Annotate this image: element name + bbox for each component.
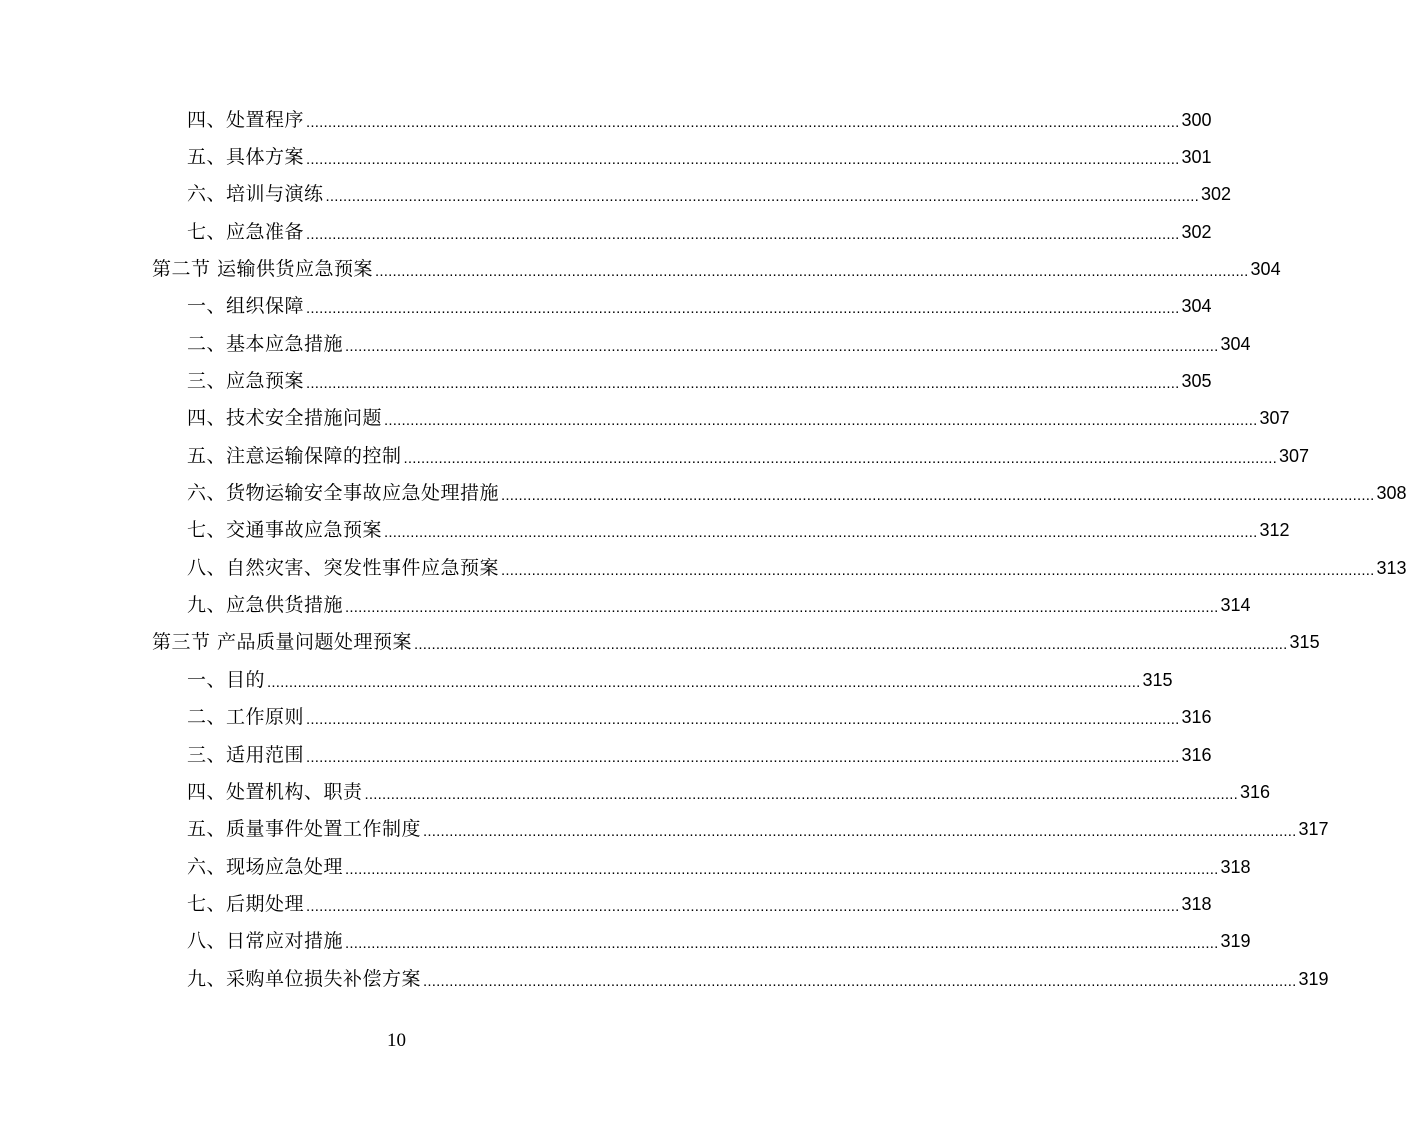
toc-section-title: 第三节 产品质量问题处理预案 — [152, 631, 413, 654]
toc-entry[interactable] — [0, 213, 1212, 250]
toc-entry-page: 319 — [1220, 931, 1251, 952]
toc-entry[interactable] — [0, 736, 1212, 773]
toc-section-entry[interactable] — [0, 250, 1281, 287]
toc-dot-leader: ........................................................................................................................................................................................................ — [345, 599, 1219, 617]
toc-entry-title: 七、后期处理 — [187, 892, 305, 915]
toc-entry-title: 七、应急准备 — [187, 220, 305, 243]
toc-dot-leader: ........................................................................................................................................................................................................ — [306, 225, 1180, 243]
toc-entry[interactable] — [0, 138, 1212, 175]
toc-entry-page: 318 — [1181, 893, 1212, 914]
toc-entry-page: 316 — [1181, 707, 1212, 728]
toc-dot-leader: ........................................................................................................................................................................................................ — [403, 449, 1278, 467]
toc-entry-title: 九、应急供货措施 — [187, 594, 344, 617]
toc-entry-title: 八、日常应对措施 — [187, 930, 344, 953]
toc-entry-page: 313 — [1376, 557, 1407, 578]
toc-dot-leader: ........................................................................................................................................................................................................ — [384, 412, 1258, 430]
toc-entry[interactable] — [0, 811, 1329, 848]
toc-entry-title: 二、基本应急措施 — [187, 332, 344, 355]
toc-entry-page: 308 — [1376, 483, 1407, 504]
toc-dot-leader: ........................................................................................................................................................................................................ — [345, 935, 1219, 953]
toc-entry-title: 六、培训与演练 — [187, 183, 324, 206]
toc-entry[interactable] — [0, 586, 1251, 623]
toc-entry[interactable] — [0, 549, 1407, 586]
toc-entry[interactable] — [0, 661, 1173, 698]
toc-entry-title: 一、组织保障 — [187, 295, 305, 318]
toc-dot-leader: ........................................................................................................................................................................................................ — [325, 188, 1200, 206]
toc-entry-page: 316 — [1240, 781, 1271, 802]
toc-dot-leader: ........................................................................................................................................................................................................ — [364, 785, 1239, 803]
toc-entry-page: 304 — [1220, 333, 1251, 354]
toc-entry[interactable] — [0, 362, 1212, 399]
toc-entry-page: 319 — [1298, 968, 1329, 989]
toc-entry-page: 312 — [1259, 520, 1290, 541]
toc-entry-title: 七、交通事故应急预案 — [187, 519, 383, 542]
toc-entry[interactable] — [0, 773, 1271, 810]
toc-entry-title: 六、货物运输安全事故应急处理措施 — [187, 482, 500, 505]
toc-entry-page: 300 — [1181, 109, 1212, 130]
toc-entry-page: 302 — [1181, 221, 1212, 242]
toc-entry[interactable] — [0, 288, 1212, 325]
toc-entry-page: 304 — [1250, 259, 1281, 280]
toc-dot-leader: ........................................................................................................................................................................................................ — [306, 711, 1180, 729]
toc-entry-page: 307 — [1259, 408, 1290, 429]
toc-entry-title: 九、采购单位损失补偿方案 — [187, 967, 422, 990]
toc-dot-leader: ........................................................................................................................................................................................................ — [345, 860, 1219, 878]
toc-entry-page: 317 — [1298, 819, 1329, 840]
page-number: 10 — [387, 1030, 406, 1051]
toc-entry-page: 314 — [1220, 595, 1251, 616]
toc-entry-page: 316 — [1181, 744, 1212, 765]
toc-entry-page: 318 — [1220, 856, 1251, 877]
toc-entry-page: 315 — [1289, 632, 1320, 653]
toc-dot-leader: ........................................................................................................................................................................................................ — [423, 972, 1297, 990]
toc-entry[interactable] — [0, 699, 1212, 736]
toc-entry[interactable] — [0, 512, 1290, 549]
toc-entry-page: 307 — [1279, 445, 1310, 466]
toc-entry-title: 一、目的 — [187, 668, 266, 691]
toc-entry[interactable] — [0, 101, 1212, 138]
toc-entry[interactable] — [0, 474, 1407, 511]
toc-dot-leader: ........................................................................................................................................................................................................ — [501, 487, 1375, 505]
toc-entry-title: 四、处置程序 — [187, 108, 305, 131]
toc-section-entry[interactable] — [0, 624, 1320, 661]
toc-entry-title: 三、应急预案 — [187, 370, 305, 393]
toc-entry[interactable] — [0, 885, 1212, 922]
toc-dot-leader: ........................................................................................................................................................................................................ — [306, 151, 1180, 169]
toc-dot-leader: ........................................................................................................................................................................................................ — [267, 673, 1141, 691]
toc-entry-page: 304 — [1181, 296, 1212, 317]
toc-dot-leader: ........................................................................................................................................................................................................ — [423, 823, 1297, 841]
toc-entry-title: 五、具体方案 — [187, 146, 305, 169]
toc-entry-title: 六、现场应急处理 — [187, 855, 344, 878]
toc-dot-leader: ........................................................................................................................................................................................................ — [306, 113, 1180, 131]
toc-dot-leader: ........................................................................................................................................................................................................ — [501, 561, 1375, 579]
toc-dot-leader: ........................................................................................................................................................................................................ — [375, 263, 1249, 281]
toc-dot-leader: ........................................................................................................................................................................................................ — [306, 300, 1180, 318]
toc-entry[interactable] — [0, 923, 1251, 960]
toc-entry[interactable] — [0, 848, 1251, 885]
toc-entry-title: 四、处置机构、职责 — [187, 780, 363, 803]
toc-entry[interactable] — [0, 325, 1251, 362]
toc-entry[interactable] — [0, 176, 1232, 213]
toc-entry-page: 315 — [1142, 669, 1173, 690]
toc-entry-page: 301 — [1181, 147, 1212, 168]
toc-dot-leader: ........................................................................................................................................................................................................ — [414, 636, 1288, 654]
toc-entry[interactable] — [0, 437, 1310, 474]
toc-entry-title: 三、适用范围 — [187, 743, 305, 766]
toc-entry-page: 305 — [1181, 371, 1212, 392]
toc-dot-leader: ........................................................................................................................................................................................................ — [306, 375, 1180, 393]
toc-dot-leader: ........................................................................................................................................................................................................ — [306, 897, 1180, 915]
toc-entry-title: 八、自然灾害、突发性事件应急预案 — [187, 556, 500, 579]
toc-entry[interactable] — [0, 960, 1329, 997]
toc-entry[interactable] — [0, 400, 1290, 437]
toc-dot-leader: ........................................................................................................................................................................................................ — [345, 337, 1219, 355]
toc-dot-leader: ........................................................................................................................................................................................................ — [306, 748, 1180, 766]
toc-dot-leader: ........................................................................................................................................................................................................ — [384, 524, 1258, 542]
toc-entry-title: 五、质量事件处置工作制度 — [187, 818, 422, 841]
toc-entry-title: 四、技术安全措施问题 — [187, 407, 383, 430]
toc-section-title: 第二节 运输供货应急预案 — [152, 258, 374, 281]
toc-entry-page: 302 — [1201, 184, 1232, 205]
toc-entry-title: 二、工作原则 — [187, 706, 305, 729]
toc-entry-title: 五、注意运输保障的控制 — [187, 444, 402, 467]
table-of-contents — [0, 101, 1407, 997]
